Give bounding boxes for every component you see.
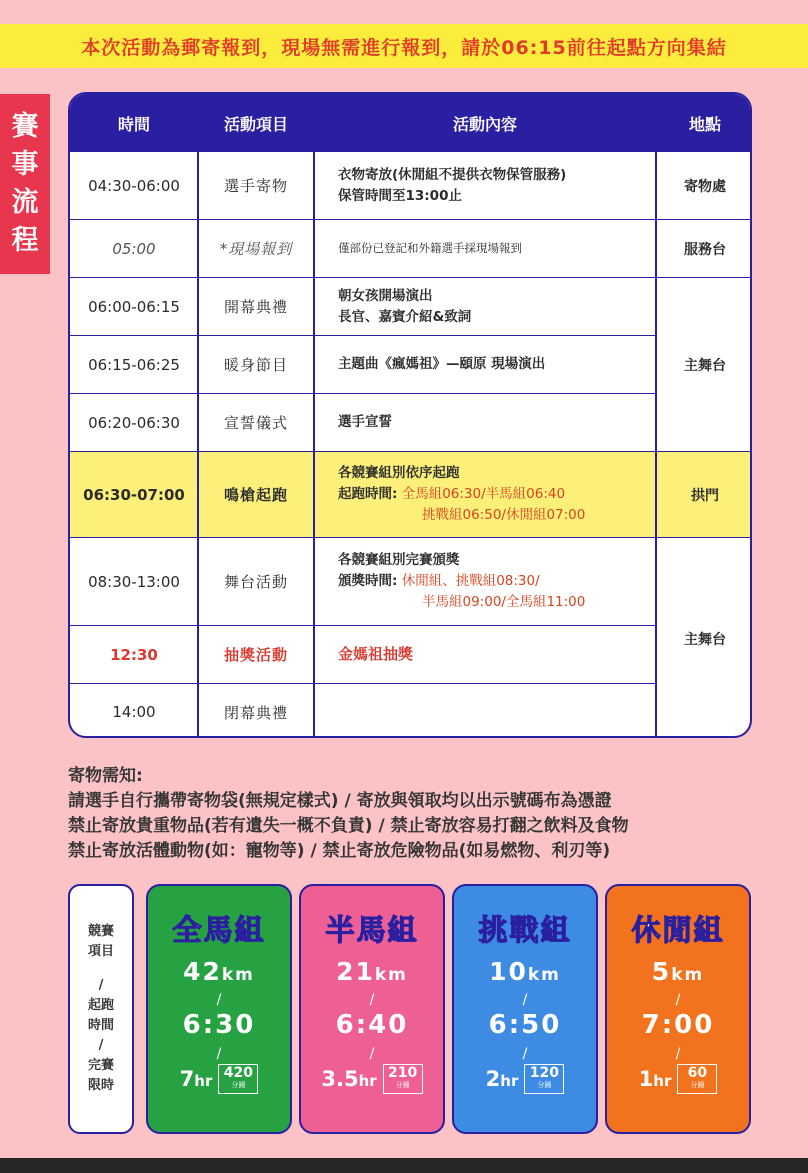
award-times-line1: 休閒組、挑戰組08:30/ bbox=[401, 573, 540, 589]
row-time: 08:30-13:00 bbox=[88, 572, 180, 591]
row-item: 宣誓儀式 bbox=[223, 414, 288, 432]
race-name: 全馬組 bbox=[172, 913, 266, 947]
row-item: 鳴槍起跑 bbox=[223, 486, 288, 504]
content-line: 各競賽組別依序起跑 bbox=[338, 465, 460, 481]
race-name: 半馬組 bbox=[325, 913, 419, 947]
table-row-highlight bbox=[70, 452, 656, 538]
race-start-time: 6:30 bbox=[182, 1010, 256, 1040]
limit-minutes-box: 420 分鐘 bbox=[218, 1064, 258, 1094]
notice-line: 請選手自行攜帶寄物袋(無規定樣式) / 寄放與領取均以出示號碼布為憑證 bbox=[68, 791, 612, 811]
table-row bbox=[70, 538, 656, 626]
row-content bbox=[314, 538, 656, 625]
content-line: 僅部份已登記和外籍選手採現場報到 bbox=[338, 241, 522, 255]
award-times-line2: 半馬組09:00/全馬組11:00 bbox=[422, 594, 586, 610]
content-line: 長官、嘉賓介紹&致詞 bbox=[338, 308, 472, 325]
race-card-leisure bbox=[605, 884, 751, 1134]
table-row bbox=[70, 684, 656, 738]
race-time-limit: 3.5hr 210 分鐘 bbox=[321, 1064, 422, 1094]
row-time: 04:30-06:00 bbox=[88, 176, 180, 195]
grid-line bbox=[197, 152, 199, 736]
side-title-char: 程 bbox=[11, 225, 39, 256]
row-item: 抽獎活動 bbox=[223, 646, 288, 664]
header-time: 時間 bbox=[117, 114, 150, 134]
race-start-time: 6:40 bbox=[335, 1010, 409, 1040]
row-time: 14:00 bbox=[112, 703, 156, 721]
location-cell: 拱門 bbox=[656, 452, 752, 538]
table-row bbox=[70, 626, 656, 684]
race-card-full-marathon bbox=[146, 884, 292, 1134]
row-content bbox=[314, 152, 656, 219]
content-line: 朝女孩開場演出 bbox=[338, 287, 433, 304]
side-title-char: 流 bbox=[11, 187, 39, 218]
row-content bbox=[314, 684, 656, 738]
row-item: 選手寄物 bbox=[223, 177, 288, 195]
separator: / bbox=[522, 992, 528, 1008]
race-time-limit: 7hr 420 分鐘 bbox=[180, 1064, 259, 1094]
race-name: 休閒組 bbox=[631, 913, 725, 947]
content-line: 各競賽組別完賽頒獎 bbox=[338, 552, 460, 568]
label-sep: / bbox=[98, 978, 104, 993]
row-content bbox=[314, 336, 656, 393]
limit-minutes-box: 120 分鐘 bbox=[524, 1064, 564, 1094]
bottom-bar bbox=[0, 1158, 808, 1173]
row-content bbox=[314, 394, 656, 451]
award-time-label: 頒獎時間: bbox=[338, 573, 398, 589]
separator: / bbox=[675, 992, 681, 1008]
row-time: 05:00 bbox=[112, 239, 156, 258]
race-start-time: 7:00 bbox=[641, 1010, 715, 1040]
side-title-char: 賽 bbox=[11, 111, 39, 142]
race-label-card bbox=[68, 884, 134, 1134]
header-item: 活動項目 bbox=[223, 114, 288, 134]
side-title-char: 事 bbox=[11, 149, 39, 180]
separator: / bbox=[675, 1046, 681, 1062]
row-time: 06:00-06:15 bbox=[88, 297, 180, 316]
content-line: 保管時間至13:00止 bbox=[338, 187, 462, 204]
separator: / bbox=[369, 1046, 375, 1062]
label-line: 限時 bbox=[87, 1078, 114, 1093]
race-name: 挑戰組 bbox=[478, 913, 572, 947]
row-item: 開幕典禮 bbox=[223, 298, 288, 316]
table-header bbox=[70, 94, 752, 152]
row-item: *現場報到 bbox=[219, 240, 293, 258]
banner-text: 本次活動為郵寄報到，現場無需進行報到，請於06:15前往起點方向集結 bbox=[81, 36, 727, 59]
row-content bbox=[314, 278, 656, 335]
content-line: 選手宣誓 bbox=[338, 414, 392, 430]
location-cell: 主舞台 bbox=[656, 278, 752, 452]
content-line: 金媽祖抽獎 bbox=[338, 645, 414, 663]
start-times-line1: 全馬組06:30/半馬組06:40 bbox=[401, 486, 566, 502]
header-content: 活動內容 bbox=[452, 114, 517, 134]
grid-line bbox=[655, 152, 657, 736]
row-content bbox=[314, 452, 656, 537]
race-distance: 21km bbox=[336, 957, 408, 986]
table-row bbox=[70, 336, 656, 394]
race-distance: 5km bbox=[651, 957, 705, 986]
label-sep: / bbox=[98, 1038, 104, 1053]
table-row bbox=[70, 394, 656, 452]
label-line: 項目 bbox=[87, 944, 114, 959]
race-start-time: 6:50 bbox=[488, 1010, 562, 1040]
content-line: 主題曲《瘋媽祖》—頤原 現場演出 bbox=[338, 356, 546, 372]
content-line: 衣物寄放(休閒組不提供衣物保管服務) bbox=[338, 166, 567, 183]
start-time-label: 起跑時間: bbox=[338, 486, 398, 502]
race-distance: 10km bbox=[489, 957, 561, 986]
location-cell: 主舞台 bbox=[684, 632, 726, 648]
notice-line: 禁止寄放貴重物品(若有遺失一概不負責) / 禁止寄放容易打翻之飲料及食物 bbox=[68, 816, 629, 836]
table-row bbox=[70, 152, 656, 220]
separator: / bbox=[522, 1046, 528, 1062]
storage-notice bbox=[68, 764, 768, 864]
schedule-table bbox=[68, 92, 752, 738]
row-item: 暖身節目 bbox=[223, 356, 288, 374]
separator: / bbox=[369, 992, 375, 1008]
row-time: 06:30-07:00 bbox=[83, 485, 185, 504]
location-cell: 服務台 bbox=[656, 220, 752, 278]
row-time: 12:30 bbox=[110, 645, 158, 664]
label-line: 完賽 bbox=[87, 1058, 114, 1073]
limit-minutes-box: 60 分鐘 bbox=[677, 1064, 717, 1094]
separator: / bbox=[216, 1046, 222, 1062]
header-location: 地點 bbox=[688, 114, 721, 134]
race-card-challenge bbox=[452, 884, 598, 1134]
table-row bbox=[70, 278, 656, 336]
notice-title: 寄物需知: bbox=[68, 766, 143, 786]
row-time: 06:20-06:30 bbox=[88, 413, 180, 432]
row-item: 閉幕典禮 bbox=[223, 703, 288, 722]
label-line: 起跑 bbox=[87, 998, 114, 1013]
row-content bbox=[314, 626, 656, 683]
grid-line bbox=[313, 152, 315, 736]
location-cell: 寄物處 bbox=[656, 152, 752, 220]
label-line: 競賽 bbox=[87, 924, 114, 939]
notice-line: 禁止寄放活體動物(如：寵物等) / 禁止寄放危險物品(如易燃物、利刃等) bbox=[68, 841, 611, 861]
top-notice-banner bbox=[0, 24, 808, 68]
race-distance: 42km bbox=[183, 957, 255, 986]
row-content bbox=[314, 220, 656, 277]
label-line: 時間 bbox=[87, 1018, 114, 1033]
race-time-limit: 1hr 60 分鐘 bbox=[639, 1064, 718, 1094]
race-time-limit: 2hr 120 分鐘 bbox=[486, 1064, 565, 1094]
row-time: 06:15-06:25 bbox=[88, 355, 180, 374]
start-times-line2: 挑戰組06:50/休閒組07:00 bbox=[422, 507, 586, 523]
table-row bbox=[70, 220, 656, 278]
race-card-half-marathon bbox=[299, 884, 445, 1134]
limit-minutes-box: 210 分鐘 bbox=[383, 1064, 423, 1094]
row-item: 舞台活動 bbox=[223, 573, 288, 591]
section-title-race-flow bbox=[0, 94, 50, 274]
separator: / bbox=[216, 992, 222, 1008]
race-categories bbox=[68, 884, 752, 1136]
